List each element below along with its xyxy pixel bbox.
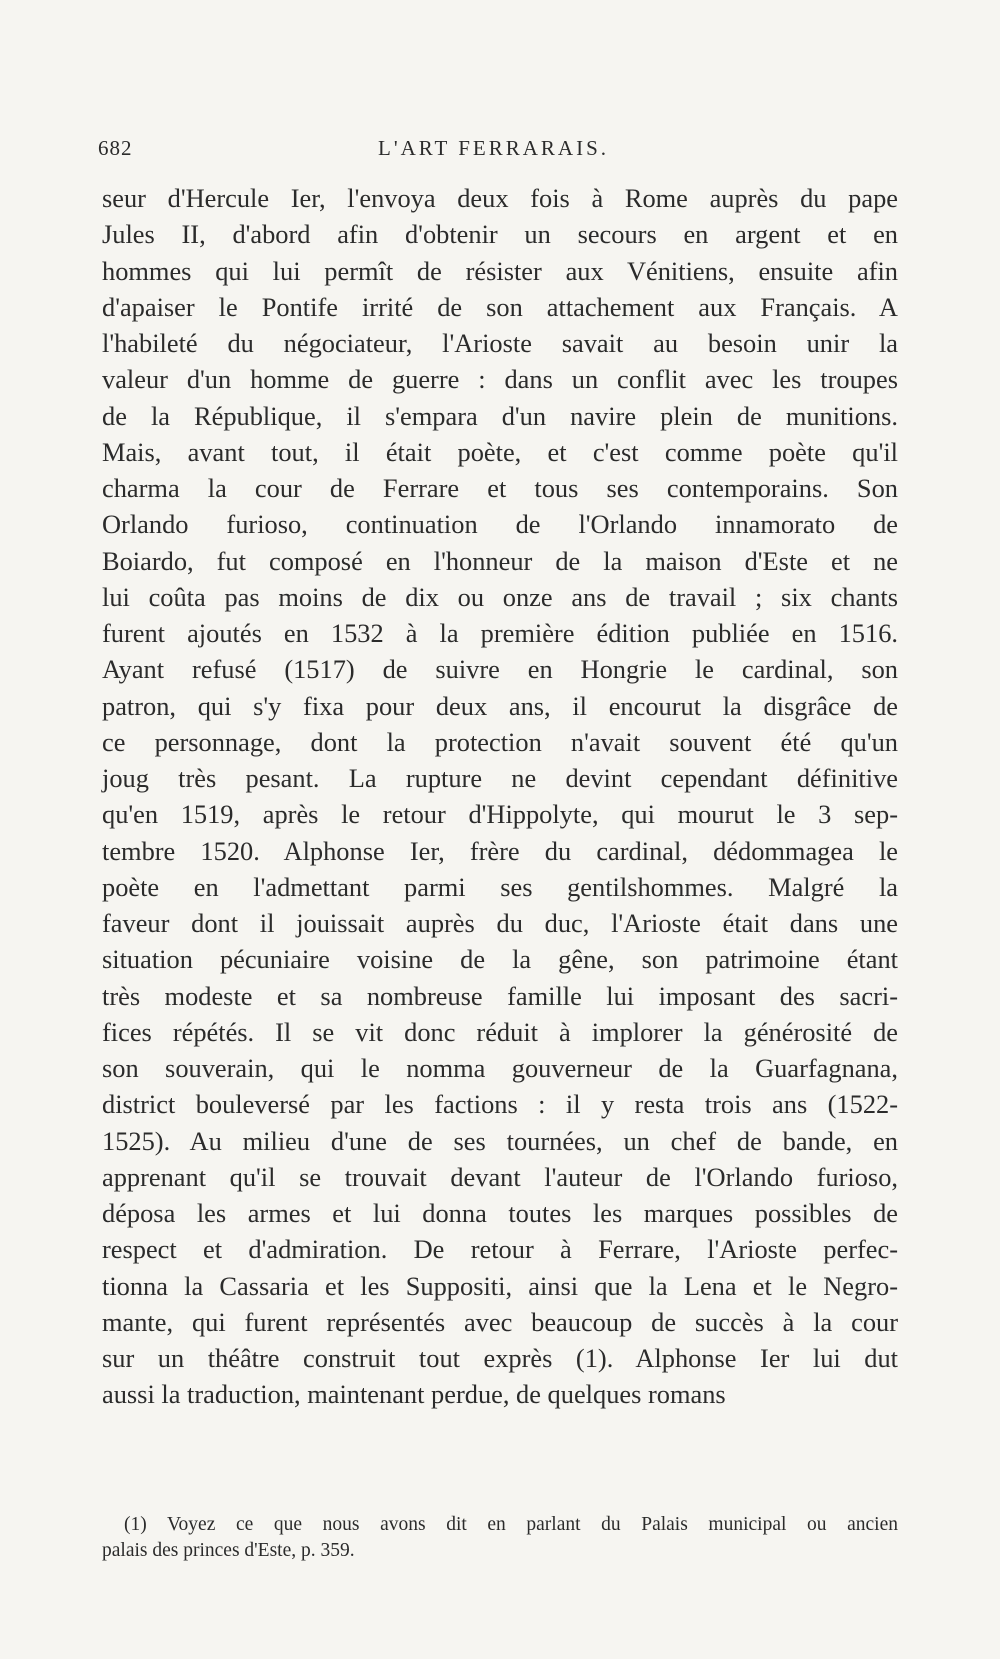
- page-header: [98, 136, 918, 166]
- text-line: patron, qui s'y fixa pour deux ans, il encourut la disgrâce de: [102, 690, 898, 721]
- text-line: tionna la Cassaria et les Suppositi, ainsi que la Lena et le Negro-: [102, 1270, 898, 1301]
- text-line: apprenant qu'il se trouvait devant l'auteur de l'Orlando furioso,: [102, 1161, 898, 1192]
- text-line: seur d'Hercule Ier, l'envoya deux fois à Rome auprès du pape: [102, 183, 898, 213]
- text-line: poète en l'admettant parmi ses gentilshommes. Malgré la: [102, 871, 898, 902]
- text-line: Jules II, d'abord afin d'obtenir un secours en argent et en: [102, 219, 898, 250]
- text-line: fices répétés. Il se vit donc réduit à implorer la générosité de: [102, 1016, 898, 1047]
- text-line: furent ajoutés en 1532 à la première édition publiée en 1516.: [102, 618, 898, 648]
- running-title: L'ART FERRARAIS.: [378, 136, 610, 160]
- footnote-line: palais des princes d'Este, p. 359.: [102, 1540, 355, 1561]
- text-line: mante, qui furent représentés avec beaucoup de succès à la cour: [102, 1306, 898, 1337]
- text-line: très modeste et sa nombreuse famille lui imposant des sacri-: [102, 980, 898, 1011]
- text-line: sur un théâtre construit tout exprès (1). Alphonse Ier lui dut: [102, 1343, 898, 1373]
- text-line: faveur dont il jouissait auprès du duc, l'Arioste était dans une: [102, 908, 898, 938]
- text-line: joug très pesant. La rupture ne devint cependant définitive: [102, 763, 898, 793]
- text-line: hommes qui lui permît de résister aux Vénitiens, ensuite afin: [102, 255, 898, 286]
- text-line: l'habileté du négociateur, l'Arioste savait au besoin unir la: [102, 328, 898, 358]
- text-line: tembre 1520. Alphonse Ier, frère du cardinal, dédommagea le: [102, 835, 898, 866]
- text-line: Mais, avant tout, il était poète, et c'est comme poète qu'il: [102, 436, 898, 467]
- text-line: déposa les armes et lui donna toutes les marques possibles de: [102, 1198, 898, 1228]
- text-line: de la République, il s'empara d'un navire plein de munitions.: [102, 400, 898, 431]
- text-line: valeur d'un homme de guerre : dans un conflit avec les troupes: [102, 364, 898, 395]
- footnote: [102, 1512, 898, 1564]
- body-text: [102, 180, 898, 1413]
- text-line: aussi la traduction, maintenant perdue, de quelques romans: [102, 1379, 726, 1410]
- text-line: d'apaiser le Pontife irrité de son attachement aux Français. A: [102, 291, 898, 322]
- text-line: Orlando furioso, continuation de l'Orlando innamorato de: [102, 509, 898, 540]
- footnote-line: (1) Voyez ce que nous avons dit en parlant du Palais municipal ou ancien: [124, 1514, 898, 1535]
- text-line: 1525). Au milieu d'une de ses tournées, un chef de bande, en: [102, 1125, 898, 1156]
- text-line: situation pécuniaire voisine de la gêne, son patrimoine étant: [102, 944, 898, 975]
- text-line: son souverain, qui le nomma gouverneur de la Guarfagnana,: [102, 1053, 898, 1083]
- page-number: 682: [98, 136, 133, 160]
- text-line: lui coûta pas moins de dix ou onze ans de travail ; six chants: [102, 581, 898, 612]
- text-line: Ayant refusé (1517) de suivre en Hongrie le cardinal, son: [102, 654, 898, 685]
- text-line: ce personnage, dont la protection n'avait souvent été qu'un: [102, 726, 898, 757]
- text-line: district bouleversé par les factions : il y resta trois ans (1522-: [102, 1089, 898, 1120]
- text-line: charma la cour de Ferrare et tous ses contemporains. Son: [102, 473, 898, 503]
- text-line: Boiardo, fut composé en l'honneur de la maison d'Este et ne: [102, 545, 898, 576]
- text-line: respect et d'admiration. De retour à Ferrare, l'Arioste perfec-: [102, 1234, 898, 1265]
- text-line: qu'en 1519, après le retour d'Hippolyte, qui mourut le 3 sep-: [102, 799, 898, 830]
